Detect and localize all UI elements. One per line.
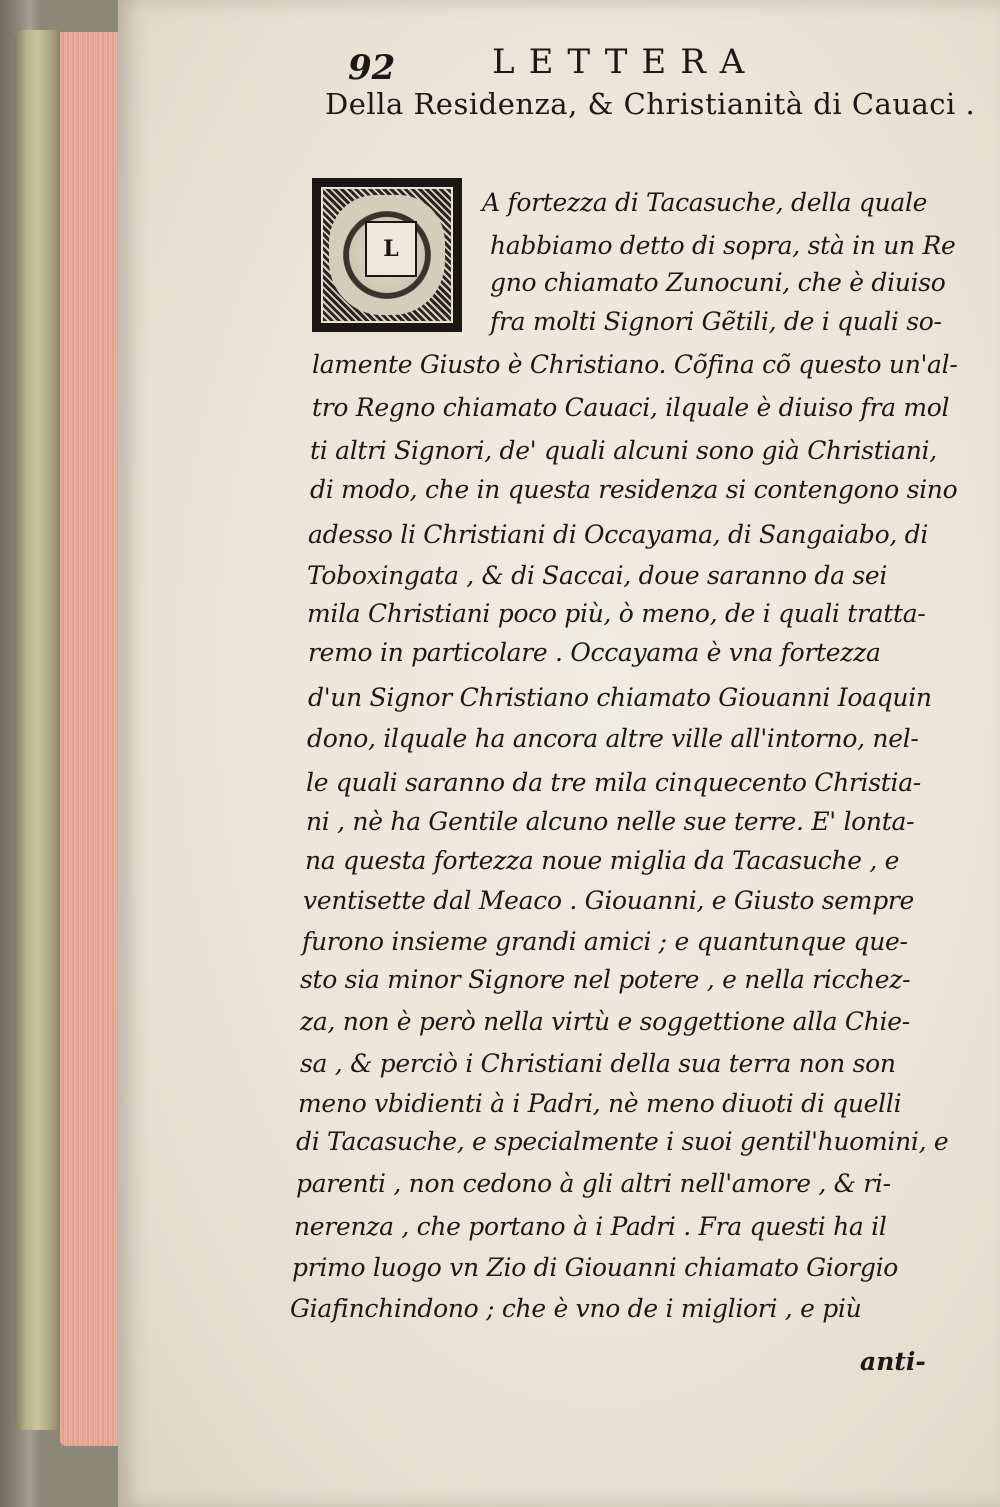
decorated-initial (312, 178, 462, 332)
text-line: dono, ilquale ha ancora altre ville all'intorno, nel- (307, 724, 919, 753)
text-line: habbiamo detto di sopra, stà in un Re (490, 231, 956, 260)
text-line: na questa fortezza noue miglia da Tacasuche , e (305, 846, 900, 875)
text-line: parenti , non cedono à gli altri nell'amore , & ri- (296, 1169, 891, 1198)
text-line: sto sia minor Signore nel potere , e nella ricchez- (300, 965, 911, 994)
section-title: Della Residenza, & Christianità di Cauaci . (325, 87, 976, 121)
text-line: ti altri Signori, de' quali alcuni sono già Christiani, (310, 436, 937, 465)
text-line: fra molti Signori Gẽtili, de i quali so- (490, 307, 942, 336)
text-line: ni , nè ha Gentile alcuno nelle sue terre. E' lonta- (306, 807, 915, 836)
text-line: di modo, che in questa residenza si contengono sino (310, 475, 958, 504)
page-edges (60, 32, 118, 1446)
text-line: furono insieme grandi amici ; e quantunque que- (302, 927, 908, 956)
text-line: gno chiamato Zunocuni, che è diuiso (490, 268, 946, 297)
initial-letter: L (365, 221, 417, 277)
text-line: primo luogo vn Zio di Giouanni chiamato Giorgio (292, 1253, 899, 1282)
running-title: LETTERA (492, 42, 759, 82)
text-line: Giafinchindono ; che è vno de i migliori , e più (290, 1294, 862, 1323)
catchword: anti- (860, 1347, 926, 1376)
text-line: di Tacasuche, e specialmente i suoi gentil'huomini, e (296, 1127, 949, 1156)
text-line: mila Christiani poco più, ò meno, de i quali tratta- (307, 599, 926, 628)
book-spine (14, 30, 60, 1430)
text-line: remo in particolare . Occayama è vna fortezza (308, 638, 881, 667)
text-line: adesso li Christiani di Occayama, di Sangaiabo, di (308, 520, 929, 549)
text-line: tro Regno chiamato Cauaci, ilquale è diuiso fra mol (312, 393, 950, 422)
text-line: A fortezza di Tacasuche, della quale (482, 188, 928, 217)
text-line: za, non è però nella virtù e soggettione alla Chie- (300, 1007, 910, 1036)
text-line: nerenza , che portano à i Padri . Fra questi ha il (294, 1212, 887, 1241)
page-number: 92 (348, 48, 396, 88)
text-line: Toboxingata , & di Saccai, doue saranno da sei (307, 561, 888, 590)
text-line: le quali saranno da tre mila cinquecento Christia- (306, 768, 921, 797)
text-line: d'un Signor Christiano chiamato Giouanni Ioaquin (308, 683, 932, 712)
text-line: sa , & perciò i Christiani della sua terra non son (300, 1049, 896, 1078)
text-line: lamente Giusto è Christiano. Cõfina cõ questo un'al- (312, 350, 958, 379)
text-line: ventisette dal Meaco . Giouanni, e Giusto sempre (303, 886, 915, 915)
text-line: meno vbidienti à i Padri, nè meno diuoti di quelli (298, 1089, 902, 1118)
